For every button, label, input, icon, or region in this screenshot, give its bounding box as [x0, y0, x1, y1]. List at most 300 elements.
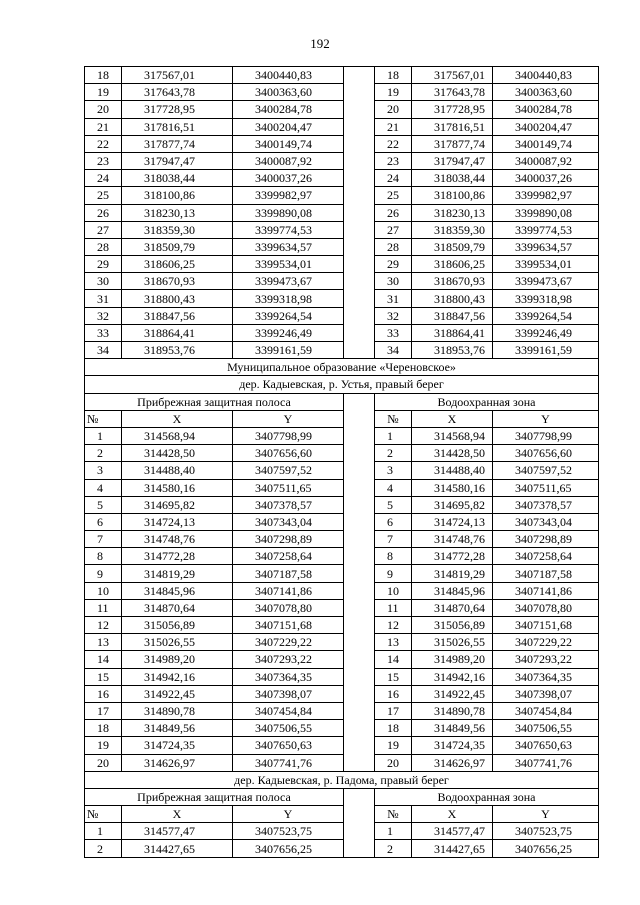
x-coordinate-cell: 318670,93 [412, 273, 493, 290]
x-coordinate-cell: 317877,74 [412, 135, 493, 152]
y-coordinate-cell: 3399982,97 [233, 187, 344, 204]
x-coordinate-cell: 314870,64 [122, 599, 233, 616]
column-gap [344, 548, 375, 565]
point-number-cell: 14 [85, 651, 122, 668]
column-gap [344, 582, 375, 599]
point-number-cell: 30 [375, 273, 412, 290]
y-coordinate-cell: 3400440,83 [493, 67, 599, 84]
x-coordinate-cell: 318800,43 [412, 290, 493, 307]
y-coordinate-cell: 3407650,63 [493, 737, 599, 754]
point-number-cell: 1 [375, 427, 412, 444]
point-number-cell: 6 [85, 513, 122, 530]
x-coordinate-cell: 315056,89 [122, 617, 233, 634]
x-coordinate-cell: 318038,44 [412, 170, 493, 187]
y-coordinate-cell: 3407656,60 [493, 445, 599, 462]
y-coordinate-cell: 3407364,35 [233, 668, 344, 685]
column-gap [344, 324, 375, 341]
x-coordinate-cell: 314580,16 [412, 479, 493, 496]
y-coordinate-cell: 3399634,57 [233, 238, 344, 255]
place-heading: дер. Кадыевская, р. Падома, правый берег [85, 771, 599, 788]
table-row [85, 307, 599, 324]
point-number-cell: 34 [85, 342, 122, 359]
x-coordinate-cell: 314626,97 [412, 754, 493, 771]
y-coordinate-cell: 3399473,67 [233, 273, 344, 290]
y-coordinate-cell: 3399890,08 [233, 204, 344, 221]
table-row [85, 238, 599, 255]
table-row [85, 221, 599, 238]
point-number-cell: 14 [375, 651, 412, 668]
y-coordinate-cell: 3399246,49 [493, 324, 599, 341]
column-gap [344, 668, 375, 685]
point-number-cell: 23 [85, 152, 122, 169]
point-number-cell: 19 [375, 737, 412, 754]
table-row [85, 702, 599, 719]
y-coordinate-cell: 3407343,04 [233, 513, 344, 530]
table-row [85, 685, 599, 702]
x-coordinate-cell: 314724,13 [412, 513, 493, 530]
point-number-cell: 7 [85, 531, 122, 548]
y-coordinate-cell: 3407187,58 [493, 565, 599, 582]
table-row [85, 324, 599, 341]
point-number-cell: 21 [85, 118, 122, 135]
y-coordinate-cell: 3407650,63 [233, 737, 344, 754]
y-coordinate-cell: 3407523,75 [233, 823, 344, 840]
coastal-strip-title: Прибрежная защитная полоса [85, 788, 344, 805]
x-coordinate-cell: 314819,29 [412, 565, 493, 582]
x-coordinate-cell: 317567,01 [122, 67, 233, 84]
y-coordinate-cell: 3400037,26 [233, 170, 344, 187]
x-coordinate-cell: 318100,86 [122, 187, 233, 204]
y-coordinate-cell: 3407378,57 [233, 496, 344, 513]
point-number-cell: 33 [375, 324, 412, 341]
x-header: X [122, 410, 233, 427]
municipality-heading-row [85, 359, 599, 376]
x-coordinate-cell: 317728,95 [412, 101, 493, 118]
column-gap [344, 187, 375, 204]
point-number-cell: 20 [85, 101, 122, 118]
page-number: 192 [310, 36, 330, 51]
column-gap [344, 307, 375, 324]
point-number-cell: 2 [85, 840, 122, 857]
y-coordinate-cell: 3399634,57 [493, 238, 599, 255]
table-row [85, 479, 599, 496]
place-heading: дер. Кадыевская, р. Устья, правый берег [85, 376, 599, 393]
y-coordinate-cell: 3399264,54 [233, 307, 344, 324]
x-coordinate-cell: 318100,86 [412, 187, 493, 204]
x-coordinate-cell: 318509,79 [122, 238, 233, 255]
x-coordinate-cell: 318670,93 [122, 273, 233, 290]
column-gap [344, 238, 375, 255]
point-number-cell: 21 [375, 118, 412, 135]
y-coordinate-cell: 3407151,68 [233, 617, 344, 634]
point-number-cell: 31 [85, 290, 122, 307]
point-number-cell: 28 [85, 238, 122, 255]
y-coordinate-cell: 3407078,80 [493, 599, 599, 616]
x-coordinate-cell: 315026,55 [122, 634, 233, 651]
table-row [85, 256, 599, 273]
x-coordinate-cell: 314922,45 [412, 685, 493, 702]
column-gap [344, 221, 375, 238]
x-coordinate-cell: 317877,74 [122, 135, 233, 152]
y-coordinate-cell: 3399774,53 [493, 221, 599, 238]
point-number-cell: 3 [375, 462, 412, 479]
y-coordinate-cell: 3400284,78 [493, 101, 599, 118]
water-protection-zone-title: Водоохранная зона [375, 393, 599, 410]
column-gap [344, 101, 375, 118]
point-number-cell: 32 [375, 307, 412, 324]
x-coordinate-cell: 318606,25 [412, 256, 493, 273]
column-gap [344, 599, 375, 616]
point-number-cell: 20 [375, 754, 412, 771]
column-gap [344, 737, 375, 754]
x-coordinate-cell: 317643,78 [412, 84, 493, 101]
point-number-cell: 15 [85, 668, 122, 685]
x-coordinate-cell: 318230,13 [122, 204, 233, 221]
y-coordinate-cell: 3407151,68 [493, 617, 599, 634]
y-coordinate-cell: 3399161,59 [233, 342, 344, 359]
x-coordinate-cell: 314488,40 [122, 462, 233, 479]
y-coordinate-cell: 3399161,59 [493, 342, 599, 359]
y-header: Y [493, 806, 599, 823]
x-coordinate-cell: 314870,64 [412, 599, 493, 616]
point-number-cell: 19 [375, 84, 412, 101]
column-gap [344, 135, 375, 152]
y-coordinate-cell: 3407506,55 [233, 720, 344, 737]
y-coordinate-cell: 3407656,25 [493, 840, 599, 857]
y-coordinate-cell: 3400363,60 [493, 84, 599, 101]
y-coordinate-cell: 3400440,83 [233, 67, 344, 84]
y-coordinate-cell: 3400284,78 [233, 101, 344, 118]
x-coordinate-cell: 314568,94 [412, 427, 493, 444]
y-coordinate-cell: 3407656,25 [233, 840, 344, 857]
column-gap [344, 788, 375, 805]
y-coordinate-cell: 3400037,26 [493, 170, 599, 187]
table-row [85, 118, 599, 135]
x-coordinate-cell: 314845,96 [122, 582, 233, 599]
y-coordinate-cell: 3407078,80 [233, 599, 344, 616]
point-number-cell: 17 [85, 702, 122, 719]
table-row [85, 67, 599, 84]
point-number-cell: 2 [375, 445, 412, 462]
point-number-cell: 20 [85, 754, 122, 771]
point-number-cell: 11 [375, 599, 412, 616]
y-coordinate-cell: 3407398,07 [493, 685, 599, 702]
column-gap [344, 290, 375, 307]
point-number-cell: 27 [85, 221, 122, 238]
column-gap [344, 204, 375, 221]
y-coordinate-cell: 3407298,89 [233, 531, 344, 548]
table-row [85, 152, 599, 169]
column-gap [344, 823, 375, 840]
y-coordinate-cell: 3407454,84 [493, 702, 599, 719]
x-coordinate-cell: 318847,56 [412, 307, 493, 324]
point-number-cell: 24 [375, 170, 412, 187]
column-gap [344, 462, 375, 479]
y-coordinate-cell: 3407229,22 [493, 634, 599, 651]
point-number-cell: 3 [85, 462, 122, 479]
y-coordinate-cell: 3399774,53 [233, 221, 344, 238]
y-coordinate-cell: 3400087,92 [233, 152, 344, 169]
table-row [85, 445, 599, 462]
table-row [85, 513, 599, 530]
column-gap [344, 754, 375, 771]
table-row [85, 548, 599, 565]
y-coordinate-cell: 3407597,52 [233, 462, 344, 479]
number-header: № [375, 410, 412, 427]
point-number-cell: 13 [375, 634, 412, 651]
y-header: Y [493, 410, 599, 427]
x-coordinate-cell: 317567,01 [412, 67, 493, 84]
x-coordinate-cell: 318038,44 [122, 170, 233, 187]
table-row [85, 496, 599, 513]
column-gap [344, 531, 375, 548]
point-number-cell: 15 [375, 668, 412, 685]
table-row [85, 720, 599, 737]
column-gap [344, 118, 375, 135]
x-coordinate-cell: 318509,79 [412, 238, 493, 255]
point-number-cell: 10 [85, 582, 122, 599]
x-header: X [412, 410, 493, 427]
x-coordinate-cell: 317816,51 [122, 118, 233, 135]
table-row [85, 204, 599, 221]
y-coordinate-cell: 3400149,74 [233, 135, 344, 152]
column-gap [344, 445, 375, 462]
table-row [85, 565, 599, 582]
y-coordinate-cell: 3407523,75 [493, 823, 599, 840]
x-coordinate-cell: 314772,28 [412, 548, 493, 565]
y-coordinate-cell: 3407187,58 [233, 565, 344, 582]
y-coordinate-cell: 3407258,64 [493, 548, 599, 565]
x-coordinate-cell: 317728,95 [122, 101, 233, 118]
column-gap [344, 651, 375, 668]
x-coordinate-cell: 314577,47 [122, 823, 233, 840]
point-number-cell: 29 [85, 256, 122, 273]
x-coordinate-cell: 317947,47 [122, 152, 233, 169]
point-number-cell: 9 [375, 565, 412, 582]
zone-title-row [85, 393, 599, 410]
y-header: Y [233, 806, 344, 823]
y-coordinate-cell: 3399318,98 [233, 290, 344, 307]
table-row [85, 531, 599, 548]
y-coordinate-cell: 3407141,86 [233, 582, 344, 599]
y-coordinate-cell: 3400363,60 [233, 84, 344, 101]
x-coordinate-cell: 318847,56 [122, 307, 233, 324]
point-number-cell: 24 [85, 170, 122, 187]
y-coordinate-cell: 3407656,60 [233, 445, 344, 462]
table-row [85, 582, 599, 599]
column-gap [344, 152, 375, 169]
point-number-cell: 16 [375, 685, 412, 702]
x-coordinate-cell: 314427,65 [122, 840, 233, 857]
point-number-cell: 25 [375, 187, 412, 204]
column-gap [344, 513, 375, 530]
column-gap [344, 479, 375, 496]
column-gap [344, 720, 375, 737]
y-coordinate-cell: 3407454,84 [233, 702, 344, 719]
column-header-row [85, 806, 599, 823]
x-coordinate-cell: 318953,76 [412, 342, 493, 359]
y-coordinate-cell: 3407141,86 [493, 582, 599, 599]
x-coordinate-cell: 317643,78 [122, 84, 233, 101]
y-coordinate-cell: 3399534,01 [233, 256, 344, 273]
point-number-cell: 12 [85, 617, 122, 634]
x-coordinate-cell: 318864,41 [412, 324, 493, 341]
column-gap [344, 273, 375, 290]
point-number-cell: 34 [375, 342, 412, 359]
x-coordinate-cell: 314942,16 [412, 668, 493, 685]
point-number-cell: 19 [85, 737, 122, 754]
column-gap [344, 840, 375, 857]
y-coordinate-cell: 3407343,04 [493, 513, 599, 530]
y-coordinate-cell: 3407364,35 [493, 668, 599, 685]
point-number-cell: 32 [85, 307, 122, 324]
x-coordinate-cell: 314942,16 [122, 668, 233, 685]
y-coordinate-cell: 3400087,92 [493, 152, 599, 169]
y-coordinate-cell: 3399473,67 [493, 273, 599, 290]
x-coordinate-cell: 314890,78 [412, 702, 493, 719]
y-coordinate-cell: 3407398,07 [233, 685, 344, 702]
y-coordinate-cell: 3399982,97 [493, 187, 599, 204]
point-number-cell: 4 [85, 479, 122, 496]
column-gap [344, 393, 375, 410]
water-protection-zone-title: Водоохранная зона [375, 788, 599, 805]
x-coordinate-cell: 314748,76 [412, 531, 493, 548]
x-coordinate-cell: 318359,30 [122, 221, 233, 238]
x-coordinate-cell: 314580,16 [122, 479, 233, 496]
point-number-cell: 31 [375, 290, 412, 307]
y-coordinate-cell: 3407506,55 [493, 720, 599, 737]
x-coordinate-cell: 314724,35 [122, 737, 233, 754]
x-header: X [122, 806, 233, 823]
x-coordinate-cell: 315026,55 [412, 634, 493, 651]
table-row [85, 427, 599, 444]
table-row [85, 101, 599, 118]
point-number-cell: 1 [375, 823, 412, 840]
x-coordinate-cell: 314568,94 [122, 427, 233, 444]
x-coordinate-cell: 314819,29 [122, 565, 233, 582]
x-coordinate-cell: 318359,30 [412, 221, 493, 238]
x-coordinate-cell: 314849,56 [412, 720, 493, 737]
point-number-cell: 6 [375, 513, 412, 530]
column-gap [344, 410, 375, 427]
point-number-cell: 4 [375, 479, 412, 496]
x-coordinate-cell: 314890,78 [122, 702, 233, 719]
point-number-cell: 1 [85, 823, 122, 840]
table-row [85, 823, 599, 840]
y-coordinate-cell: 3407298,89 [493, 531, 599, 548]
x-coordinate-cell: 314724,13 [122, 513, 233, 530]
point-number-cell: 23 [375, 152, 412, 169]
column-gap [344, 496, 375, 513]
number-header: № [85, 410, 122, 427]
point-number-cell: 7 [375, 531, 412, 548]
table-row [85, 187, 599, 204]
column-gap [344, 565, 375, 582]
point-number-cell: 8 [375, 548, 412, 565]
x-coordinate-cell: 314989,20 [412, 651, 493, 668]
coordinates-table [84, 66, 599, 858]
x-coordinate-cell: 314989,20 [122, 651, 233, 668]
table-row [85, 273, 599, 290]
point-number-cell: 10 [375, 582, 412, 599]
column-header-row [85, 410, 599, 427]
point-number-cell: 5 [375, 496, 412, 513]
point-number-cell: 18 [375, 67, 412, 84]
table-row [85, 84, 599, 101]
x-coordinate-cell: 318230,13 [412, 204, 493, 221]
y-coordinate-cell: 3400204,47 [493, 118, 599, 135]
place-heading-row [85, 771, 599, 788]
x-coordinate-cell: 314428,50 [122, 445, 233, 462]
point-number-cell: 22 [85, 135, 122, 152]
point-number-cell: 8 [85, 548, 122, 565]
table-row [85, 599, 599, 616]
point-number-cell: 2 [375, 840, 412, 857]
x-coordinate-cell: 314428,50 [412, 445, 493, 462]
table-row [85, 617, 599, 634]
table-row [85, 342, 599, 359]
column-gap [344, 702, 375, 719]
table-row [85, 634, 599, 651]
point-number-cell: 22 [375, 135, 412, 152]
y-coordinate-cell: 3407798,99 [493, 427, 599, 444]
table-row [85, 840, 599, 857]
point-number-cell: 16 [85, 685, 122, 702]
x-coordinate-cell: 318953,76 [122, 342, 233, 359]
x-header: X [412, 806, 493, 823]
x-coordinate-cell: 317947,47 [412, 152, 493, 169]
municipality-heading: Муниципальное образование «Череновское» [85, 359, 599, 376]
y-coordinate-cell: 3399264,54 [493, 307, 599, 324]
point-number-cell: 18 [85, 720, 122, 737]
x-coordinate-cell: 314427,65 [412, 840, 493, 857]
point-number-cell: 2 [85, 445, 122, 462]
y-coordinate-cell: 3407258,64 [233, 548, 344, 565]
point-number-cell: 18 [85, 67, 122, 84]
y-coordinate-cell: 3399318,98 [493, 290, 599, 307]
y-coordinate-cell: 3407511,65 [233, 479, 344, 496]
x-coordinate-cell: 314849,56 [122, 720, 233, 737]
table-row [85, 170, 599, 187]
y-coordinate-cell: 3399534,01 [493, 256, 599, 273]
column-gap [344, 685, 375, 702]
x-coordinate-cell: 315056,89 [412, 617, 493, 634]
point-number-cell: 26 [85, 204, 122, 221]
point-number-cell: 33 [85, 324, 122, 341]
number-header: № [85, 806, 122, 823]
point-number-cell: 17 [375, 702, 412, 719]
table-row [85, 668, 599, 685]
point-number-cell: 27 [375, 221, 412, 238]
y-coordinate-cell: 3407229,22 [233, 634, 344, 651]
point-number-cell: 25 [85, 187, 122, 204]
place-heading-row [85, 376, 599, 393]
y-coordinate-cell: 3399890,08 [493, 204, 599, 221]
x-coordinate-cell: 314488,40 [412, 462, 493, 479]
column-gap [344, 170, 375, 187]
table-row [85, 290, 599, 307]
y-coordinate-cell: 3400204,47 [233, 118, 344, 135]
x-coordinate-cell: 314922,45 [122, 685, 233, 702]
column-gap [344, 634, 375, 651]
column-gap [344, 342, 375, 359]
table-row [85, 462, 599, 479]
point-number-cell: 13 [85, 634, 122, 651]
point-number-cell: 1 [85, 427, 122, 444]
point-number-cell: 12 [375, 617, 412, 634]
y-coordinate-cell: 3407511,65 [493, 479, 599, 496]
table-row [85, 754, 599, 771]
